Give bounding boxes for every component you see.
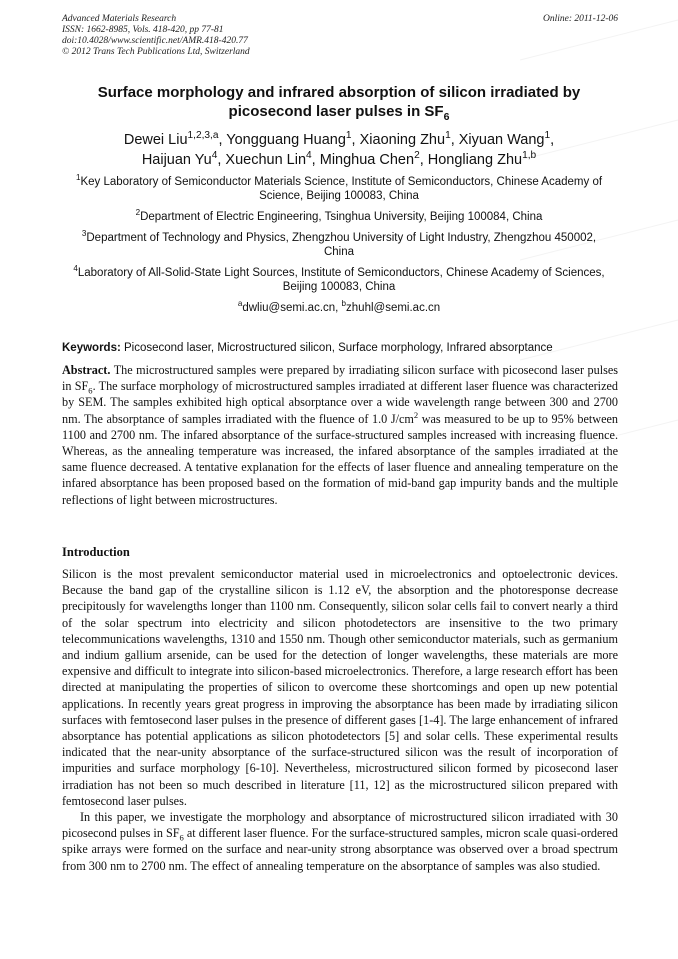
online-date: Online: 2011-12-06 — [542, 14, 618, 24]
email-a: dwliu@semi.ac.cn, — [242, 302, 342, 314]
paper-title — [62, 83, 616, 121]
author: Minghua Chen$^2$, — [319, 150, 428, 168]
copyright-line: © 2012 Trans Tech Publications Ltd, Switzerland — [62, 47, 250, 57]
intro-paragraph-2: In this paper, we investigate the morphology and absorptance of microstructured silicon irradiated with 30 picosecond pulses in $SF_6$ at different laser fluence. For the surface-structured samples, micron scale quasi-ordered spike arrays were formed on the surface and near-unity strong absorptance was observed over a broad spectrum from 300 nm to 2700 nm. The effect of annealing temperature on the absorptance of samples was also studied. — [62, 810, 618, 873]
author: Xuechun Lin$^4$, — [225, 150, 320, 168]
section-heading-introduction: Introduction — [62, 545, 130, 559]
affiliation: $^4$Laboratory of All-Solid-State Light Sources, Institute of Semiconductors, Chinese Academy of Sciences, Beijing 100083, China — [73, 264, 605, 293]
journal-name: Advanced Materials Research — [62, 14, 177, 24]
author: Dewei Liu$^{1,2,3,a}$, — [123, 130, 227, 148]
intro-paragraph-1: Silicon is the most prevalent semiconductor material used in microelectronics and optoelectronic devices. Because the band gap of the crystalline silicon is 1.12 eV, the absorption and the photoresponse decrease precipitously for wavelengths longer than 1100 nm. Consequently, silicon solar cells fail to convert nearly a third of the solar spectrum into electricity and silicon photodetectors are insensitive to the two primary telecommunications wavelengths, 1310 and 1550 nm. Though other semiconductor materials, such as germanium and indium gallium arsenide, can be used for the detection of longer wavelengths, these materials are more expensive and difficult to integrate into silicon-based microelectronics. Therefore, a large research effort has been directed at manipulating the properties of silicon to overcome these shortcomings and open up new potential applications. In recently years great progress in improving the absorptance has been made by irradiating silicon surfaces with femtosecond laser pulses in the presence of different gases [1-4]. The large enhancement of infrared absorptance has potential applications as silicon photodetectors [5] and solar cells. These experimental results indicated that the near-unity absorptance of the surface-structured silicon was the result of incorporation of impurities and surface morphology [6-10]. Nevertheless, microstructured silicon formed by picosecond laser irradiation has not been so much described in literature [11, 12] as the microstructured silicon prepared with femtosecond laser pulses. — [62, 567, 618, 808]
affiliation: $^1$Key Laboratory of Semiconductor Materials Science, Institute of Semiconductors, Chinese Academy of Science, Beijing 100083, China — [75, 173, 603, 202]
author-list — [62, 130, 616, 170]
author: Yongguang Huang$^1$, — [226, 130, 360, 148]
affiliation: $^3$Department of Technology and Physics, Zhengzhou University of Light Industry, Zhengzhou 450002, China — [81, 229, 597, 258]
keywords-text: Picosecond laser, Microstructured silicon, Surface morphology, Infrared absorptance — [120, 342, 553, 354]
email-b: zhuhl@semi.ac.cn — [346, 302, 441, 314]
author: Xiaoning Zhu$^1$, — [359, 130, 459, 148]
title-line-1: Surface morphology and infrared absorption of silicon irradiated by — [97, 84, 581, 101]
abstract: Abstract. The microstructured samples were prepared by irradiating silicon surface with picosecond laser pulses in $SF_6$. The surface morphology of microstructured samples irradiated at different laser fluence was characterized by SEM. The samples exhibited high optical absorptance over a wide wavelength range between 300 and 2700 nm. The absorptance of samples irradiated with the fluence of 1.0 $J/cm^2$ was measured to be up to 95% between 1100 and 2700 nm. The infared absorptance of the surface-structured samples increased with increasing fluence. Whereas, as the annealing temperature was increased, the infared absorptance of the samples irradiated at the same fluence decreased. A tentative explanation for the effects of laser fluence and annealing temperature on the infared absorptance has been proposed based on the formation of mid-band gap impurity bands and the multiple reflections of light between microstructures. — [62, 363, 619, 507]
keywords — [62, 341, 618, 355]
email-line: $^a$dwliu@semi.ac.cn, $^b$zhuhl@semi.ac.cn — [237, 299, 441, 314]
author: Haijuan Yu$^4$, — [141, 150, 226, 168]
author: Hongliang Zhu$^{1,b}$ — [427, 150, 537, 168]
abstract-label: Abstract. — [62, 363, 111, 377]
issn-line: ISSN: 1662-8985, Vols. 418-420, pp 77-81 — [62, 25, 224, 35]
affiliation: $^2$Department of Electric Engineering, Tsinghua University, Beijing 100084, China — [135, 208, 543, 223]
affiliations — [72, 175, 606, 322]
doi-line: doi:10.4028/www.scientific.net/AMR.418-420.77 — [62, 36, 248, 46]
introduction-body — [62, 566, 618, 874]
author: Xiyuan Wang$^1$, — [458, 130, 555, 148]
title-line-2: picosecond laser pulses in $SF_6$ — [228, 103, 450, 123]
journal-header — [62, 14, 618, 58]
keywords-label: Keywords: — [62, 342, 121, 354]
